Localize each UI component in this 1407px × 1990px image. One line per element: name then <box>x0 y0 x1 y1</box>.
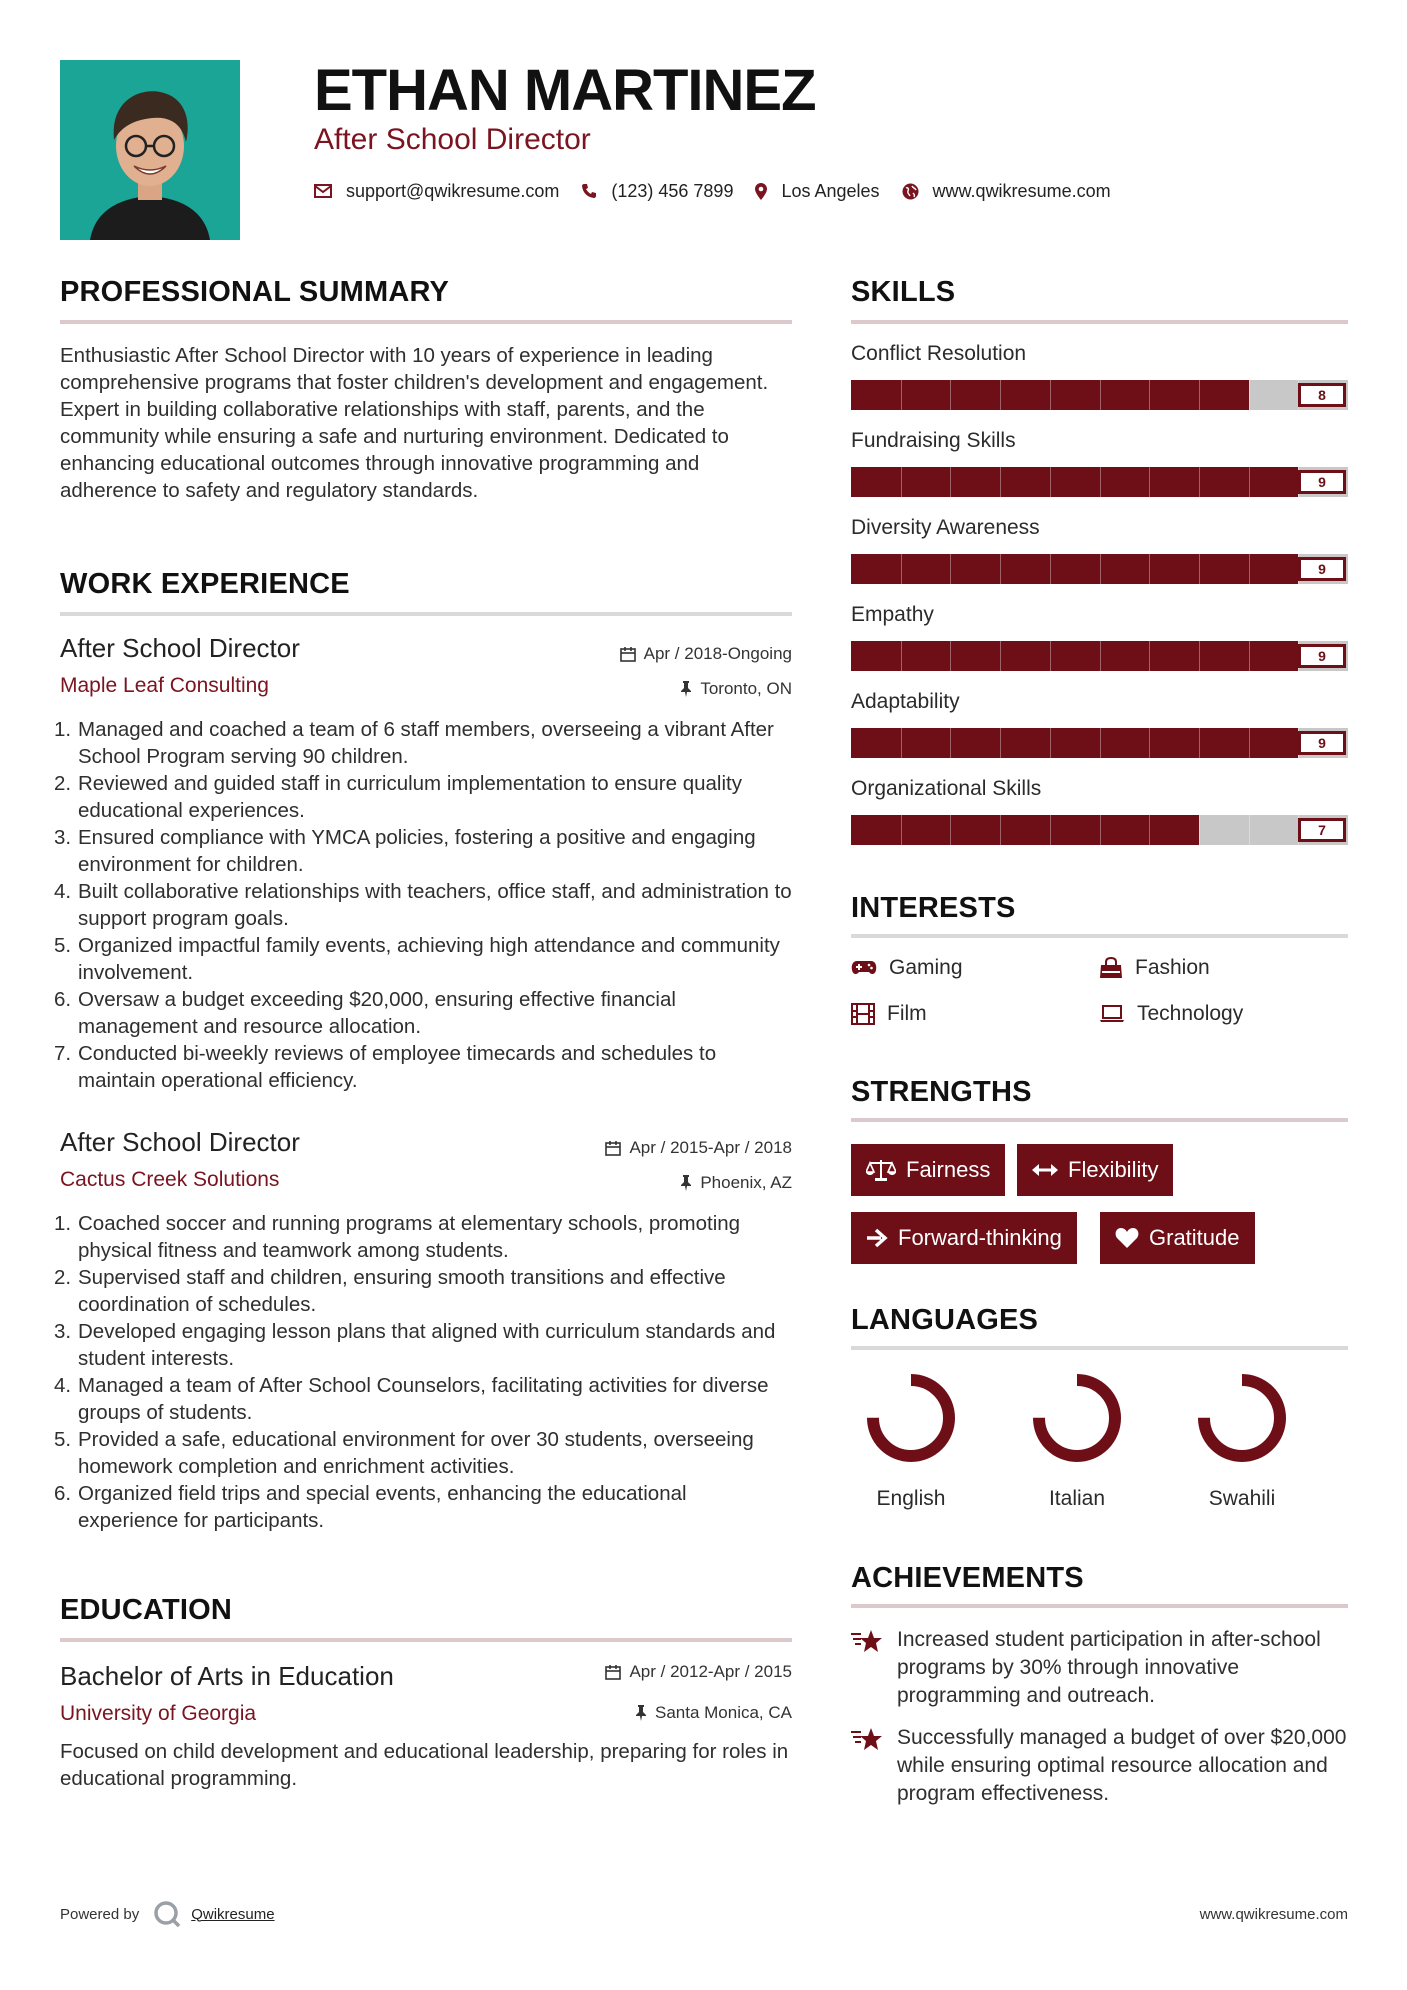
skill-bar-segment <box>1199 815 1200 845</box>
degree-title: Bachelor of Arts in Education <box>60 1661 394 1691</box>
list-item: 4. Built collaborative relationships with teachers, office staff, and administration to support program goals. <box>54 880 792 930</box>
skill-bar-segment <box>1149 380 1150 410</box>
envelope-icon <box>314 184 332 198</box>
skill-score: 7 <box>1298 818 1346 842</box>
list-item: 5. Provided a safe, educational environment for over 30 students, overseeing homework completion and enrichment activities. <box>54 1428 754 1478</box>
achievement-item: Increased student participation in after-school programs by 30% through innovative programming and outreach. <box>851 1626 1348 1710</box>
skill-bar-segment <box>1249 641 1250 671</box>
skill-bar-segment <box>1050 728 1051 758</box>
calendar-icon <box>605 1664 621 1680</box>
powered-by-label: Powered by <box>60 1905 140 1923</box>
company-name: Cactus Creek Solutions <box>60 1168 280 1191</box>
contact-website[interactable] <box>902 181 1111 202</box>
website-text: www.qwikresume.com <box>932 180 1111 201</box>
star-trophy-icon <box>851 1726 883 1754</box>
strengths-heading: STRENGTHS <box>851 1076 1032 1108</box>
list-item: 1. Coached soccer and running programs at elementary schools, promoting physical fitness and teamwork among students. <box>54 1212 741 1262</box>
language-item <box>1017 1370 1137 1513</box>
language-level-ring <box>1017 1370 1137 1466</box>
language-label: English <box>876 1487 946 1510</box>
job-bullets <box>54 1210 792 1534</box>
candidate-name: ETHAN MARTINEZ <box>314 58 816 123</box>
job-date-text: Apr / 2018-Ongoing <box>643 644 792 663</box>
candidate-title: After School Director <box>314 123 591 156</box>
qwikresume-link[interactable]: Qwikresume <box>191 1905 275 1923</box>
skill-bar-segment <box>1149 554 1150 584</box>
skill-bar-segment <box>1050 380 1051 410</box>
pushpin-icon <box>680 1175 692 1191</box>
interest-item-film: Film <box>851 1000 927 1028</box>
summary-heading: PROFESSIONAL SUMMARY <box>60 276 450 308</box>
laptop-icon <box>1099 1005 1125 1023</box>
job-location-text: Toronto, ON <box>700 679 792 698</box>
list-item: 6. Organized field trips and special events, enhancing the educational experience for participants. <box>54 1482 687 1532</box>
education-date-text: Apr / 2012-Apr / 2015 <box>629 1662 792 1681</box>
shopping-bag-icon <box>1099 957 1123 979</box>
interest-item-technology: Technology <box>1099 1000 1243 1028</box>
skill-bar-segment <box>1050 467 1051 497</box>
skill-score: 9 <box>1298 470 1346 494</box>
skills-heading: SKILLS <box>851 276 956 308</box>
skill-bar-segment <box>950 467 951 497</box>
strength-tag-forward-thinking: Forward-thinking <box>851 1212 1077 1264</box>
language-item <box>851 1370 971 1513</box>
skill-bar-segment <box>1149 641 1150 671</box>
skill-bar-segment <box>1000 554 1001 584</box>
skill-bar-segment <box>1100 728 1101 758</box>
globe-icon <box>902 183 919 200</box>
pushpin-icon <box>680 681 692 697</box>
skill-bar-segment <box>1249 815 1250 845</box>
skill-bar-segment <box>1149 728 1150 758</box>
list-item: 6. Oversaw a budget exceeding $20,000, ensuring effective financial management and resource allocation. <box>54 988 676 1038</box>
gamepad-icon <box>851 960 877 976</box>
skill-score: 9 <box>1298 731 1346 755</box>
language-item <box>1182 1370 1302 1513</box>
job-location <box>680 1172 792 1194</box>
skill-bar-segment <box>1050 641 1051 671</box>
list-item: 4. Managed a team of After School Counselors, facilitating activities for diverse groups of students. <box>54 1374 769 1424</box>
experience-heading: WORK EXPERIENCE <box>60 568 350 600</box>
education-date <box>605 1661 792 1683</box>
skill-bar <box>851 641 1348 671</box>
skills-divider <box>851 320 1348 324</box>
skill-bar-fill <box>851 728 1298 758</box>
job-date <box>620 643 792 665</box>
language-level-arc <box>1204 1380 1280 1456</box>
strength-tag-gratitude: Gratitude <box>1100 1212 1255 1264</box>
email-text: support@qwikresume.com <box>346 180 560 201</box>
skill-bar-segment <box>1199 728 1200 758</box>
skill-bar-segment <box>1000 380 1001 410</box>
phone-icon <box>581 183 597 199</box>
avatar-illustration <box>60 60 240 240</box>
balance-scale-icon <box>866 1158 896 1182</box>
footer-website[interactable]: www.qwikresume.com <box>1199 1906 1348 1923</box>
skill-bar-fill <box>851 641 1298 671</box>
education-description: Focused on child development and educational leadership, preparing for roles in educational programming. <box>60 1740 789 1790</box>
languages-divider <box>851 1346 1348 1350</box>
job-location <box>680 678 792 700</box>
skill-bar-segment <box>1249 380 1250 410</box>
star-trophy-icon <box>851 1628 883 1656</box>
contact-location <box>755 181 879 202</box>
skill-bar-segment <box>1249 467 1250 497</box>
skill-bar-segment <box>950 728 951 758</box>
skill-score: 9 <box>1298 644 1346 668</box>
skill-bar-segment <box>901 728 902 758</box>
skill-bar-segment <box>1100 554 1101 584</box>
skill-bar-fill <box>851 554 1298 584</box>
strength-tag-flexibility: Flexibility <box>1017 1144 1173 1196</box>
skill-label: Empathy <box>851 603 934 626</box>
summary-divider <box>60 320 792 324</box>
languages-heading: LANGUAGES <box>851 1304 1039 1336</box>
education-location-text: Santa Monica, CA <box>654 1703 792 1722</box>
skill-bar <box>851 728 1348 758</box>
job-location-text: Phoenix, AZ <box>700 1173 792 1192</box>
skill-bar-segment <box>1000 467 1001 497</box>
skill-bar-segment <box>950 641 951 671</box>
skill-bar-segment <box>950 554 951 584</box>
list-item: 2. Reviewed and guided staff in curriculum implementation to ensure quality educational experiences. <box>54 772 742 822</box>
achievement-item: Successfully managed a budget of over $20,000 while ensuring optimal resource allocation and program effectiveness. <box>851 1724 1348 1808</box>
job-date-text: Apr / 2015-Apr / 2018 <box>629 1138 792 1157</box>
job-bullets <box>54 716 792 1094</box>
skill-bar-segment <box>1100 641 1101 671</box>
phone-text: (123) 456 7899 <box>611 180 734 201</box>
experience-divider <box>60 612 792 616</box>
language-label: Swahili <box>1208 1487 1276 1510</box>
skill-label: Fundraising Skills <box>851 429 1016 452</box>
school-name: University of Georgia <box>60 1702 257 1725</box>
heart-icon <box>1115 1227 1139 1249</box>
skill-bar <box>851 554 1348 584</box>
footer-branding <box>60 1900 275 1928</box>
skill-bar-segment <box>901 467 902 497</box>
skill-bar-segment <box>1149 467 1150 497</box>
interests-heading: INTERESTS <box>851 892 1016 924</box>
skill-bar <box>851 380 1348 410</box>
skill-bar-segment <box>1050 554 1051 584</box>
map-marker-icon <box>755 183 767 200</box>
skill-bar-segment <box>1000 728 1001 758</box>
language-level-ring <box>1182 1370 1302 1466</box>
summary-text: Enthusiastic After School Director with 10 years of experience in leading comprehensive programs that foster children's development and engagement. Expert in building collaborative relationships with staff, parents, and the community while ensuring a safe and nurturing environment. Dedicated to enhancing educational outcomes through innovative programming and adherence to safety and regulatory standards. <box>60 344 769 502</box>
skill-label: Adaptability <box>851 690 960 713</box>
skill-score: 9 <box>1298 557 1346 581</box>
skill-bar-segment <box>1149 815 1150 845</box>
skill-bar-segment <box>1100 815 1101 845</box>
list-item: 3. Developed engaging lesson plans that aligned with curriculum standards and student interests. <box>54 1320 776 1370</box>
skill-bar-segment <box>1249 554 1250 584</box>
job-date <box>605 1137 792 1159</box>
skill-bar <box>851 815 1348 845</box>
skill-bar <box>851 467 1348 497</box>
skill-bar-segment <box>1199 641 1200 671</box>
calendar-icon <box>605 1140 621 1156</box>
pushpin-icon <box>635 1705 647 1721</box>
job-title: After School Director <box>60 633 300 663</box>
skill-bar-segment <box>950 815 951 845</box>
skill-bar-segment <box>1199 380 1200 410</box>
profile-photo <box>60 60 240 240</box>
interest-item-fashion: Fashion <box>1099 954 1210 982</box>
skill-bar-segment <box>1000 815 1001 845</box>
film-icon <box>851 1003 875 1025</box>
education-divider <box>60 1638 792 1642</box>
list-item: 7. Conducted bi-weekly reviews of employee timecards and schedules to maintain operational efficiency. <box>54 1042 717 1092</box>
interest-item-gaming: Gaming <box>851 954 963 982</box>
education-location <box>635 1702 792 1724</box>
skill-label: Organizational Skills <box>851 777 1042 800</box>
list-item: 3. Ensured compliance with YMCA policies, fostering a positive and engaging environment for children. <box>54 826 756 876</box>
skill-bar-segment <box>901 380 902 410</box>
skill-bar-segment <box>1249 728 1250 758</box>
strength-tag-fairness: Fairness <box>851 1144 1005 1196</box>
language-level-ring <box>851 1370 971 1466</box>
skill-bar-segment <box>1050 815 1051 845</box>
skill-label: Diversity Awareness <box>851 516 1040 539</box>
skill-bar-segment <box>901 554 902 584</box>
skill-bar-segment <box>1100 467 1101 497</box>
list-item: 1. Managed and coached a team of 6 staff members, overseeing a vibrant After School Program serving 90 children. <box>54 718 774 768</box>
skill-bar-segment <box>1199 554 1200 584</box>
location-text: Los Angeles <box>781 180 880 201</box>
list-item: 2. Supervised staff and children, ensuring smooth transitions and effective coordination of schedules. <box>54 1266 726 1316</box>
qwikresume-logo-icon <box>153 1900 181 1928</box>
skill-bar-segment <box>901 641 902 671</box>
list-item: 5. Organized impactful family events, achieving high attendance and community involvement. <box>54 934 780 984</box>
strengths-divider <box>851 1118 1348 1122</box>
skill-bar-segment <box>901 815 902 845</box>
skill-bar-segment <box>1000 641 1001 671</box>
calendar-icon <box>620 646 636 662</box>
language-level-arc <box>1039 1380 1115 1456</box>
skill-score: 8 <box>1298 383 1346 407</box>
contact-phone[interactable] <box>581 181 733 202</box>
language-level-arc <box>873 1380 949 1456</box>
skill-bar-segment <box>1199 467 1200 497</box>
achievements-heading: ACHIEVEMENTS <box>851 1562 1084 1594</box>
job-title: After School Director <box>60 1127 300 1157</box>
contact-email[interactable] <box>314 181 559 202</box>
company-name: Maple Leaf Consulting <box>60 674 269 697</box>
interests-divider <box>851 934 1348 938</box>
skill-bar-segment <box>950 380 951 410</box>
education-heading: EDUCATION <box>60 1594 233 1626</box>
skill-bar-fill <box>851 467 1298 497</box>
language-label: Italian <box>1048 1487 1106 1510</box>
skill-label: Conflict Resolution <box>851 342 1027 365</box>
contact-bar <box>314 176 1133 206</box>
arrow-right-icon <box>866 1228 888 1248</box>
achievements-divider <box>851 1604 1348 1608</box>
arrows-h-icon <box>1032 1163 1058 1177</box>
skill-bar-segment <box>1100 380 1101 410</box>
skill-bar-fill <box>851 815 1199 845</box>
